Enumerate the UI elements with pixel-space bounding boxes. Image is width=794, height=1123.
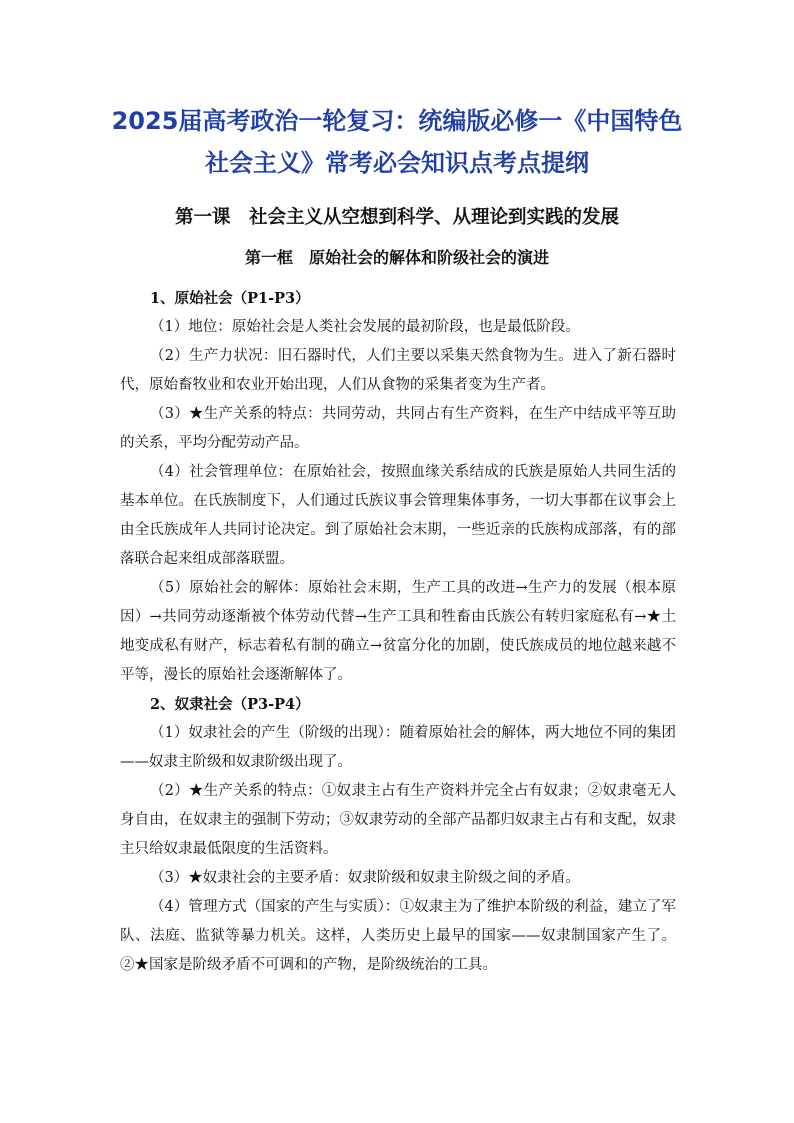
section-slave-society	[120, 690, 676, 980]
paragraph: （2）★生产关系的特点：①奴隶主占有生产资料并完全占有奴隶；②奴隶毫无人身自由，在奴隶主的强制下劳动；③奴隶劳动的全部产品都归奴隶主占有和支配，奴隶主只给奴隶最低限度的生活资料。	[120, 783, 676, 857]
paragraph: （3）★奴隶社会的主要矛盾：奴隶阶级和奴隶主阶级之间的矛盾。	[150, 870, 580, 886]
lesson-title: 第一课 社会主义从空想到科学、从理论到实践的发展	[174, 207, 619, 228]
paragraph: （3）★生产关系的特点：共同劳动，共同占有生产资料，在生产中结成平等互助的关系，平均分配劳动产品。	[120, 406, 676, 451]
paragraph: （1）地位：原始社会是人类社会发展的最初阶段，也是最低阶段。	[150, 319, 580, 335]
paragraph: （4）社会管理单位：在原始社会，按照血缘关系结成的氏族是原始人共同生活的基本单位。在氏族制度下，人们通过氏族议事会管理集体事务，一切大事都在议事会上由全氏族成年人共同讨论决定。到了原始社会末期，一些近亲的氏族构成部落，有的部落联合起来组成部落联盟。	[120, 464, 676, 567]
paragraph: （5）原始社会的解体：原始社会末期，生产工具的改进→生产力的发展（根本原因）→共同劳动逐渐被个体劳动代替→生产工具和牲畜由氏族公有转归家庭私有→★土地变成私有财产，标志着私有制的确立→贫富分化的加剧，使氏族成员的地位越来越不平等，漫长的原始社会逐渐解体了。	[120, 580, 676, 683]
paragraph: （4）管理方式（国家的产生与实质）：①奴隶主为了维护本阶级的利益，建立了军队、法庭、监狱等暴力机关。这样，人类历史上最早的国家——奴隶制国家产生了。②★国家是阶级矛盾不可调和的产物，是阶级统治的工具。	[120, 899, 676, 973]
section-primitive-society	[120, 284, 676, 690]
section-heading: 2、奴隶社会（P3-P4）	[150, 696, 310, 713]
paragraph: （2）生产力状况：旧石器时代，人们主要以采集天然食物为生。进入了新石器时代，原始畜牧业和农业开始出现，人们从食物的采集者变为生产者。	[120, 348, 676, 393]
document-body	[120, 284, 676, 980]
document-title: 2025届高考政治一轮复习：统编版必修一《中国特色社会主义》常考必会知识点考点提纲	[111, 107, 683, 177]
section-heading: 1、原始社会（P1-P3）	[150, 290, 310, 307]
paragraph: （1）奴隶社会的产生（阶级的出现）：随着原始社会的解体，两大地位不同的集团——奴隶主阶级和奴隶阶级出现了。	[120, 725, 676, 770]
frame-title: 第一框 原始社会的解体和阶级社会的演进	[244, 248, 549, 267]
